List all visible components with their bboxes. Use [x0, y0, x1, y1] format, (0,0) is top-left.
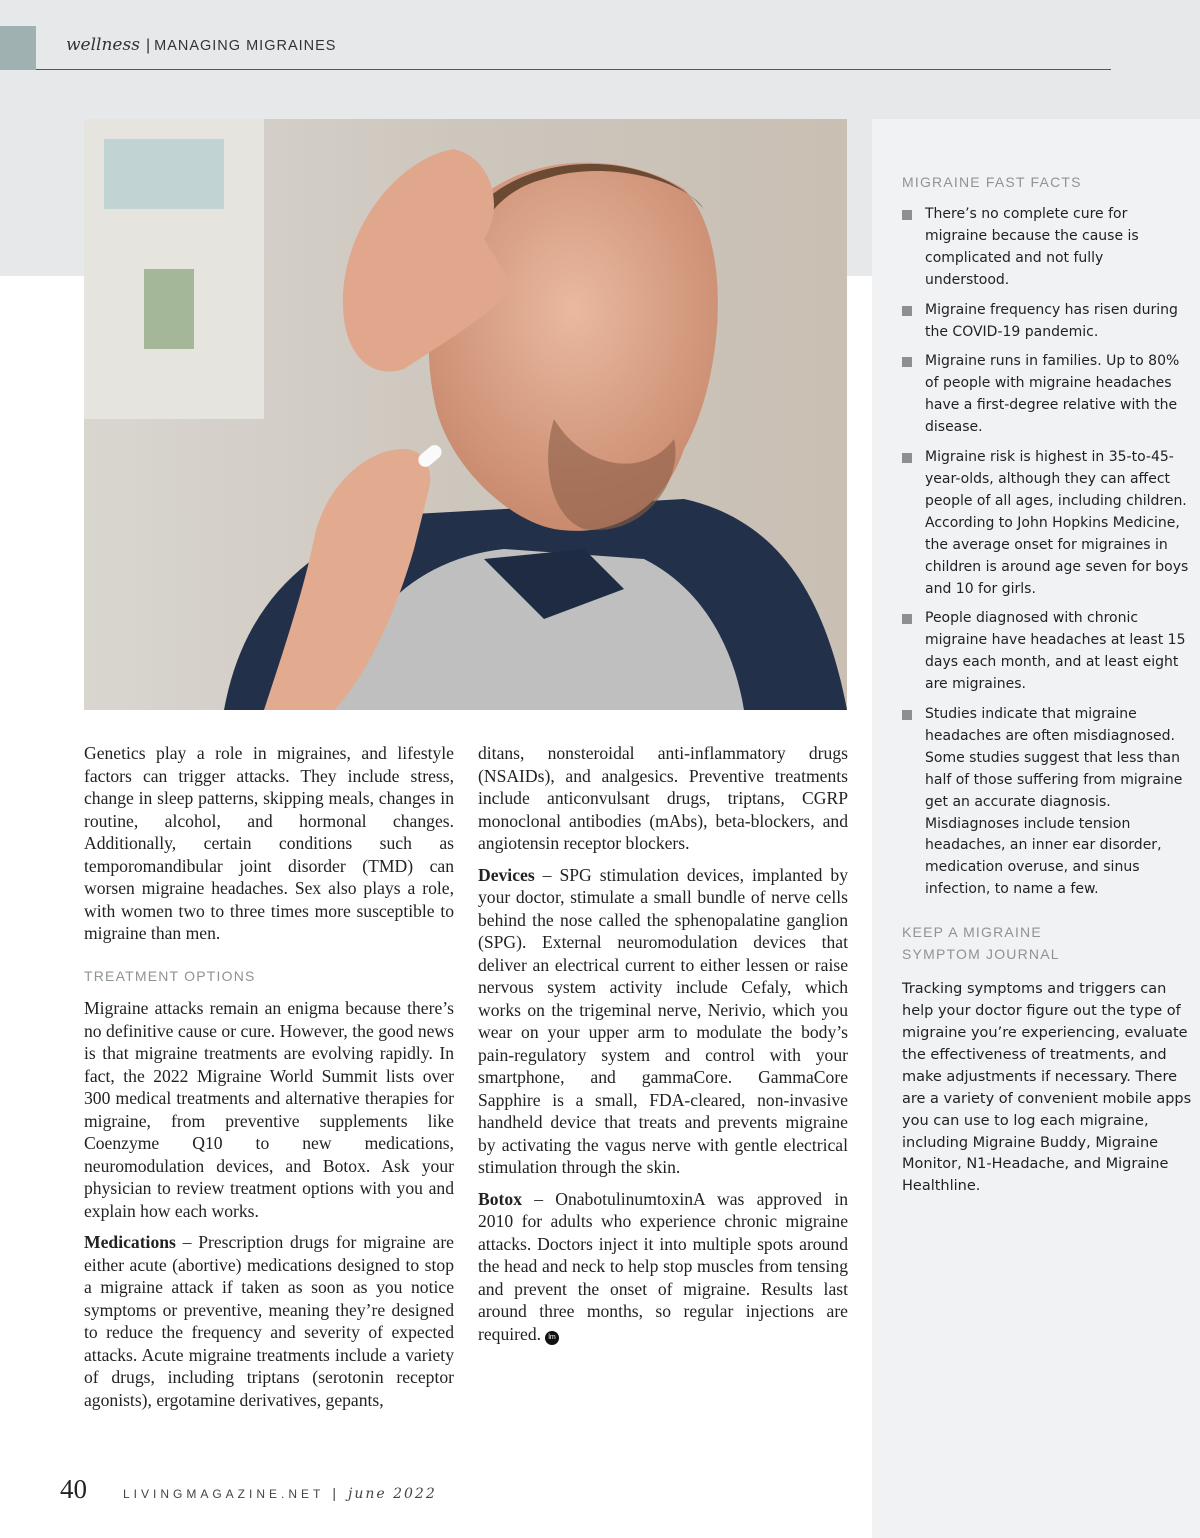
fast-facts-heading: MIGRAINE FAST FACTS [902, 174, 1082, 190]
treatment-paragraph: Migraine attacks remain an enigma because there’s no definitive cause or cure. However, the good news is that migraine treatments are evolving rapidly. In fact, the 2022 Migraine World Summit lists over 300 medical treatments and alternative therapies for migraine, from preventive supplements like Coenzyme Q10 to new medications, neuromodulation devices, and Botox. Ask your physician to review treatment options with you and explain how each works. [84, 998, 454, 1221]
end-mark-icon: lm [545, 1331, 559, 1345]
botox-text: – OnabotulinumtoxinA was approved in 2010 for adults who experience chronic migraine attacks. Doctors inject it into multiple spots around the head and neck to help stop muscles from tensing and prevent the onset of migraine. Results last around three months, so regular injections are required. [478, 1188, 848, 1344]
running-header [66, 34, 336, 55]
medications-text: – Prescription drugs for migraine are either acute (abortive) medications designed to stop a migraine attack if taken as soon as you notice symptoms or preventive, meaning they’re designed to reduce the frequency and severity of expected attacks. Acute migraine treatments include a variety of drugs, including triptans (serotonin receptor agonists), ergotamine derivatives, gepants, [84, 1232, 454, 1410]
section-tab-marker [0, 26, 36, 70]
footer [123, 1485, 437, 1503]
fast-fact-item [902, 300, 1192, 344]
square-bullet-icon [902, 453, 912, 463]
footer-site: LIVINGMAGAZINE.NET [123, 1487, 325, 1501]
fast-fact-text: There’s no complete cure for migraine because the cause is complicated and not fully understood. [925, 206, 1139, 288]
page-number: 40 [60, 1474, 87, 1504]
footer-separator: | [332, 1485, 336, 1501]
article-photo [84, 119, 847, 710]
sidebar [872, 119, 1200, 1538]
botox-paragraph [478, 1188, 848, 1346]
devices-text: – SPG stimulation devices, implanted by your doctor, stimulate a small bundle of nerve cells behind the nose called the sphenopalatine ganglion (SPG). External neuromodulation devices that deliver an electrical current to either lessen or raise nervous system activity include Cefaly, which works on the trigeminal nerve, Nerivio, which you wear on your upper arm to modulate the body’s pain-regulatory system and control with your smartphone, and gammaCore. GammaCore Sapphire is a small, FDA-cleared, non-invasive handheld device that treats and prevents migraine by activating the vagus nerve with gentle electrical stimulation through the skin. [478, 864, 848, 1177]
square-bullet-icon [902, 357, 912, 367]
section-name: wellness [66, 35, 140, 55]
header-separator: | [145, 37, 151, 54]
article-column-right [478, 742, 848, 1354]
fast-fact-text: Studies indicate that migraine headaches are often misdiagnosed. Some studies suggest that less than half of those suffering from migraine get an accurate diagnosis. Misdiagnoses include tension headaches, an inner ear disorder, medication overuse, and sinus infection, to name a few. [925, 706, 1183, 898]
journal-heading: KEEP A MIGRAINE SYMPTOM JOURNAL [902, 924, 1060, 963]
medications-paragraph [84, 1231, 454, 1411]
fast-fact-item [902, 351, 1192, 439]
square-bullet-icon [902, 306, 912, 316]
fast-fact-text: Migraine risk is highest in 35-to-45-year-olds, although they can affect people of all ages, including children. According to John Hopkins Medicine, the average onset for migraines in children is around age seven for boys and 10 for girls. [925, 449, 1189, 597]
medications-label: Medications [84, 1232, 176, 1252]
devices-label: Devices [478, 864, 535, 885]
fast-fact-item [902, 608, 1192, 696]
devices-paragraph [478, 864, 848, 1179]
fast-fact-item [902, 447, 1192, 600]
journal-body: Tracking symptoms and triggers can help your doctor figure out the type of migraine you’re experiencing, evaluate the effectiveness of treatments, and make adjustments if necessary. There are a variety of convenient mobile apps you can use to log each migraine, including Migraine Buddy, Migraine Monitor, N1-Headache, and Migraine Healthline. [902, 981, 1192, 1195]
fast-fact-text: People diagnosed with chronic migraine have headaches at least 15 days each month, and at least eight are migraines. [925, 610, 1186, 693]
fast-facts-list [902, 204, 1192, 901]
treatment-options-heading: TREATMENT OPTIONS [84, 967, 256, 984]
square-bullet-icon [902, 210, 912, 220]
man-with-headache-taking-pill-photo [84, 119, 847, 710]
intro-paragraph: Genetics play a role in migraines, and lifestyle factors can trigger attacks. They include stress, change in sleep patterns, skipping meals, changes in routine, alcohol, and hormonal changes. Additionally, certain conditions such as temporomandibular joint disorder (TMD) can worsen migraine headaches. Sex also plays a role, with women two to three times more susceptible to migraine than men. [84, 743, 454, 943]
fast-fact-text: Migraine runs in families. Up to 80% of people with migraine headaches have a first-degree relative with the disease. [925, 353, 1180, 436]
fast-fact-text: Migraine frequency has risen during the COVID-19 pandemic. [925, 301, 1178, 340]
square-bullet-icon [902, 614, 912, 624]
footer-date: june 2022 [348, 1486, 437, 1502]
square-bullet-icon [902, 710, 912, 720]
fast-fact-item [902, 204, 1192, 292]
botox-label: Botox [478, 1188, 522, 1209]
header-rule [36, 69, 1111, 70]
fast-fact-item [902, 704, 1192, 901]
header-topic: MANAGING MIGRAINES [154, 38, 337, 54]
medications-continued: ditans, nonsteroidal anti-inflammatory drugs (NSAIDs), and analgesics. Preventive treatments include anticonvulsant drugs, triptans, CGRP monoclonal antibodies (mAbs), beta-blockers, and angiotensin receptor blockers. [478, 743, 848, 853]
article-column-left [84, 742, 454, 1420]
